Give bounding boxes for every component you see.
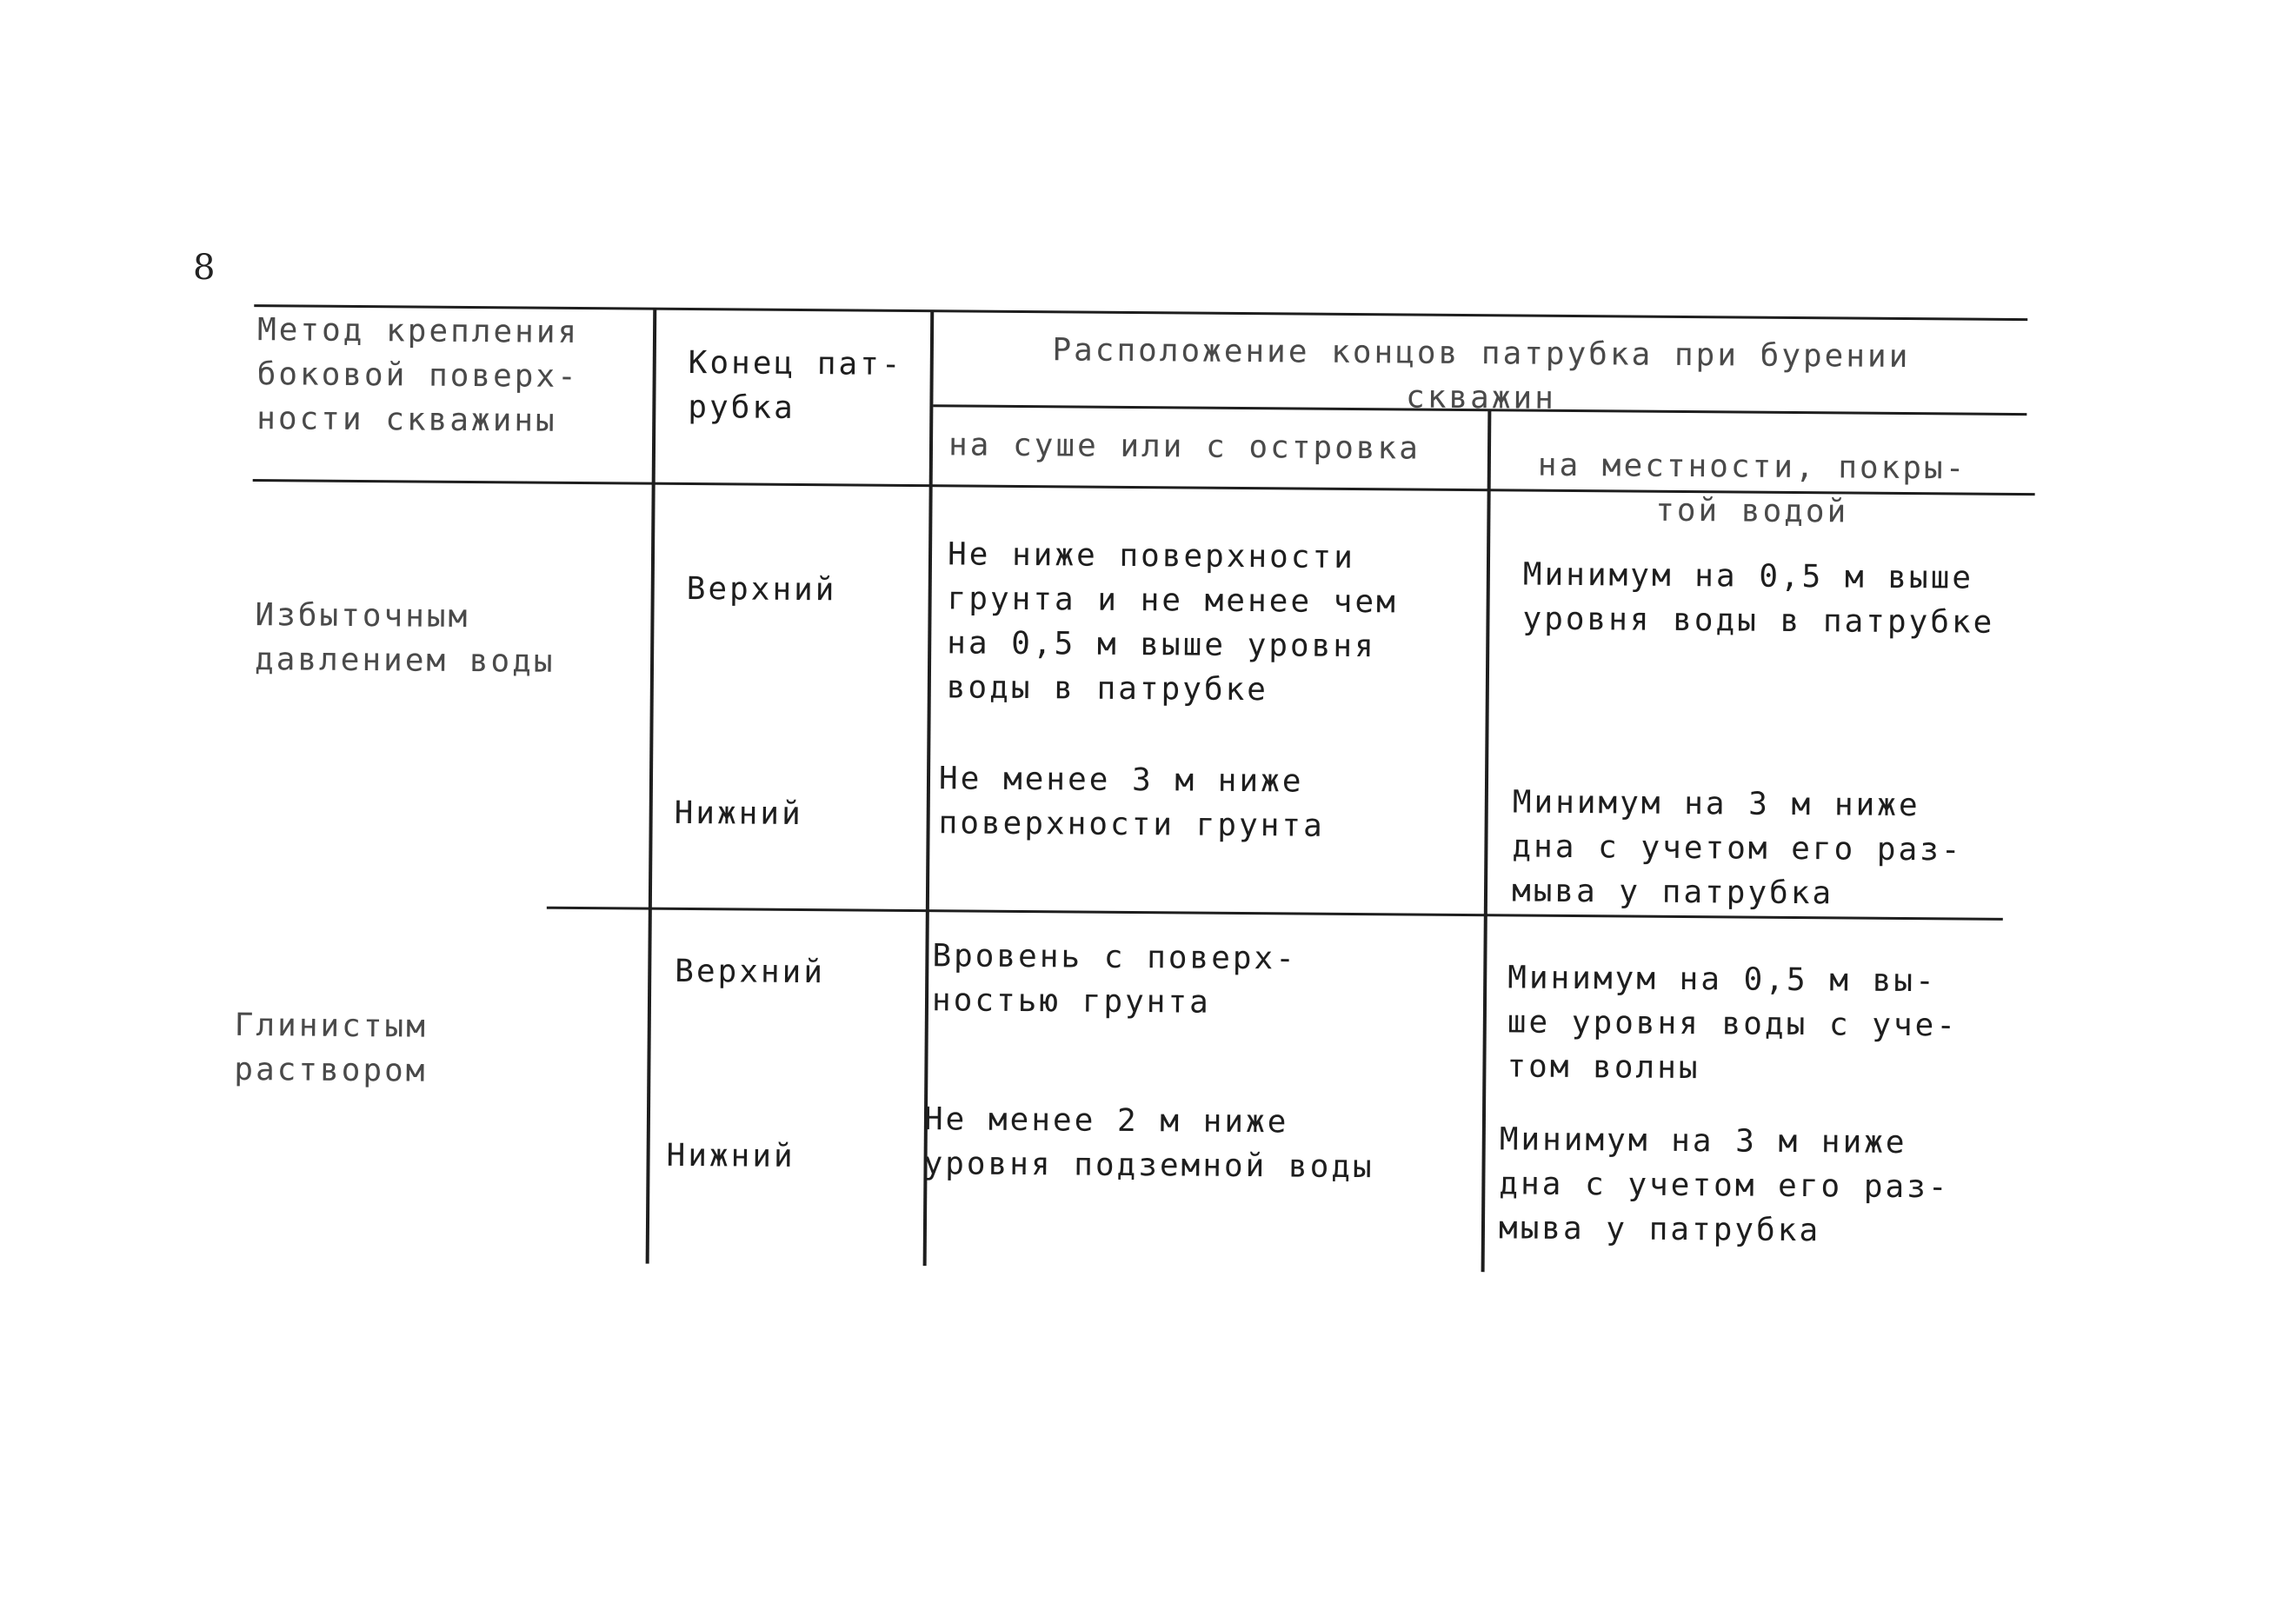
group-1-row-1-land: Не ниже поверхности грунта и не менее чем на 0,5 м выше уровня воды в патрубке [946, 536, 1398, 708]
group-1-row-2-water: Минимум на 3 м ниже дна с учетом его раз- мыва у патрубка [1511, 784, 1963, 912]
group-2-method: Глинистым раствором [234, 1007, 429, 1089]
page-number: 8 [193, 248, 216, 288]
header-method: Метод крепления боковой поверх- ности скважины [256, 312, 580, 439]
group-2-row-1-water: Минимум на 0,5 м вы- ше уровня воды с уче- том волны [1507, 960, 1959, 1087]
header-water: на местности, покры- той водой [1537, 447, 1967, 530]
group-2-row-2-end: Нижний [666, 1137, 795, 1174]
group-2-row-1-end: Верхний [675, 953, 826, 991]
group-2-row-2-water: Минимум на 3 м ниже дна с учетом его раз- мыва у патрубка [1498, 1121, 1950, 1249]
group-1-row-2-end: Нижний [674, 795, 803, 833]
group-2-row-2-land: Не менее 2 м ниже уровня подземной воды [923, 1101, 1374, 1186]
group-1-row-1-water: Минимум на 0,5 м выше уровня воды в патрубке [1522, 556, 1995, 641]
group-1-row-1-end: Верхний [686, 570, 837, 609]
group-1-row-2-land: Не менее 3 м ниже поверхности грунта [938, 761, 1325, 844]
column-rule-3 [1481, 410, 1492, 1272]
header-end: Конец пат- рубка [688, 344, 903, 426]
group-1-method: Избыточным давлением воды [254, 597, 556, 680]
header-land: на суше или с островка [948, 427, 1421, 467]
group-2-row-1-land: Вровень с поверх- ностью грунта [931, 938, 1298, 1021]
column-rule-1 [646, 309, 657, 1264]
header-location: Расположение концов патрубка при бурении скважин [1052, 332, 1911, 416]
